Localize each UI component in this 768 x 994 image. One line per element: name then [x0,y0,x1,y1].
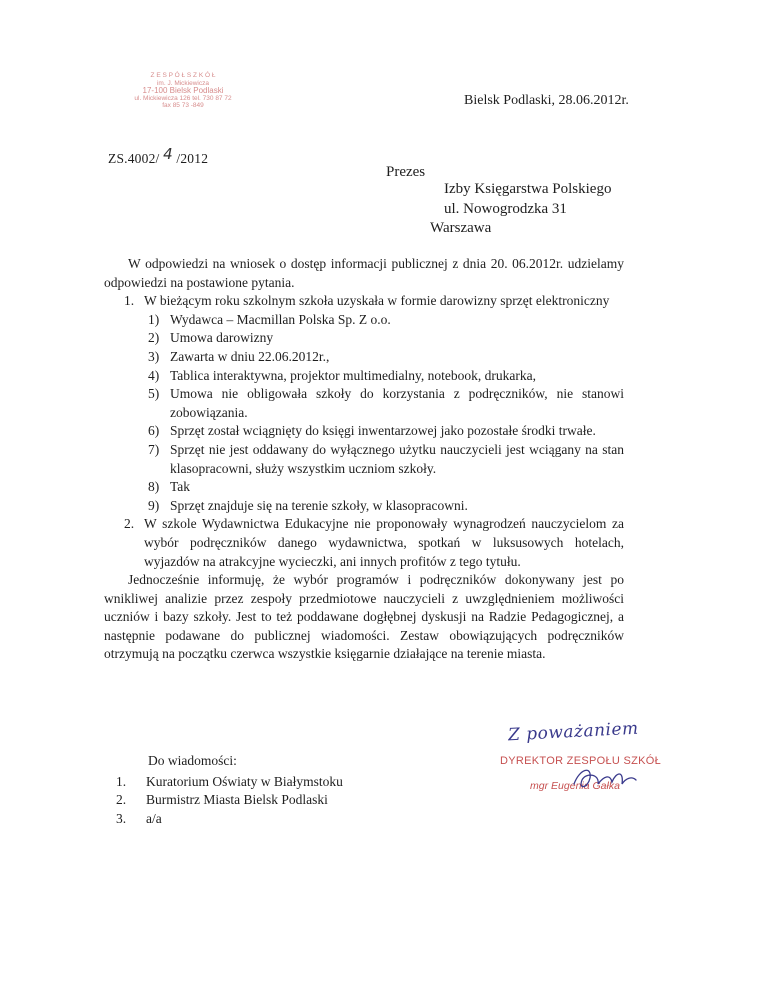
sub-number: 1) [148,311,160,327]
place-date: Bielsk Podlaski, 28.06.2012r. [464,93,629,108]
stamp-line: fax 85 73 -849 [162,102,204,110]
signature-scrawl [570,762,640,798]
sub-number: 7) [148,441,160,457]
answer-point [104,292,624,515]
sub-item [144,478,624,497]
point-number: 2. [124,516,135,532]
sub-item [144,441,624,478]
sub-text: Tablica interaktywna, projektor multimedialny, notebook, drukarka, [170,367,536,383]
reference-number [108,145,209,167]
sub-number: 4) [148,367,160,383]
ref-suffix: /2012 [176,151,209,166]
copies-item [108,791,343,810]
copies-text: Kuratorium Oświaty w Białymstoku [146,773,343,789]
letter-body [104,255,624,664]
school-stamp [108,72,258,110]
sub-item [144,311,624,330]
sub-item [144,422,624,441]
copies-number: 3. [116,810,127,826]
sub-item [144,329,624,348]
stamp-title: DYREKTOR ZESPOŁU SZKÓŁ [500,755,662,767]
sub-item [144,497,624,516]
sub-number: 8) [148,479,160,495]
copies-item [108,810,343,829]
addressee-line: Izby Księgarstwa Polskiego [444,181,612,197]
handwritten-closing: Z poważaniem [507,718,640,746]
sub-item [144,367,624,386]
addressee-line: ul. Nowogrodzka 31 [444,200,567,217]
point-number: 1. [124,293,135,309]
ref-prefix: ZS.4002/ [108,151,160,166]
sub-item [144,348,624,367]
stamp-line: Z E S P Ó Ł S Z K Ó Ł [150,72,216,79]
copies-to [108,752,343,828]
copies-number: 1. [116,773,127,789]
sub-text: Umowa nie obligowała szkoły do korzystania z podręczników, nie stanowi zobowiązania. [170,386,624,420]
sub-number: 5) [148,386,160,402]
point-text: W szkole Wydawnictwa Edukacyjne nie proponowały wynagrodzeń nauczycielom za wybór podręczników danego wydawnictwa, spotkań w luksusowych hotelach, wyjazdów na atrakcyjne wycieczki, ani innych profitów z tego tytułu. [144,516,624,569]
ref-handwritten-number: 4 [163,145,173,163]
sub-text: Sprzęt znajduje się na terenie szkoły, w klasopracowni. [170,497,468,513]
addressee-title: Prezes [386,164,426,180]
closing-paragraph: Jednocześnie informuję, że wybór programów i podręczników dokonywany jest po wnikliwej analizie przez zespoły przedmiotowe nauczycieli z uwzględnieniem możliwości uczniów i bazy szkoły. Jest to też poddawane dogłębnej dyskusji na Radzie Pedagogicznej, a następnie podawane do publicznej wiadomości. Zestaw obowiązujących podręczników otrzymują na początku czerwca wszystkie księgarnie działające na terenie miasta. [104,572,624,662]
point-text: W bieżącym roku szkolnym szkoła uzyskała w formie darowizny sprzęt elektroniczny [144,293,610,309]
sub-text: Wydawca – Macmillan Polska Sp. Z o.o. [170,311,391,327]
sub-text: Tak [170,479,191,495]
copies-item [108,773,343,792]
stamp-line: ul. Mickiewicza 126 tel. 730 87 72 [134,94,232,102]
copies-text: Burmistrz Miasta Bielsk Podlaski [146,792,328,808]
copies-text: a/a [146,810,162,826]
sub-text: Zawarta w dniu 22.06.2012r., [170,348,330,364]
sub-item [144,385,624,422]
sub-number: 2) [148,330,160,346]
sub-list [144,311,624,516]
sub-number: 9) [148,497,160,513]
sub-number: 3) [148,348,160,364]
stamp-line: im. J. Mickiewicza [156,79,209,87]
copies-heading: Do wiadomości: [148,753,237,768]
answer-point [104,515,624,571]
sub-text: Sprzęt został wciągnięty do księgi inwentarzowej jako pozostałe środki trwałe. [170,423,596,439]
intro-paragraph: W odpowiedzi na wniosek o dostęp informacji publicznej z dnia 20. 06.2012r. udzielamy odpowiedzi na postawione pytania. [104,256,624,290]
sub-number: 6) [148,423,160,439]
sub-text: Sprzęt nie jest oddawany do wyłącznego użytku nauczycieli jest wciągany na stan klasopracowni, służy wszystkim uczniom szkoły. [170,441,624,476]
answer-list [104,292,624,571]
stamp-line: 17-100 Bielsk Podlaski [142,86,224,96]
addressee-line: Warszawa [430,220,492,236]
sub-text: Umowa darowizny [170,330,274,346]
stamp-name: mgr Eugenia Gałka [530,780,620,792]
copies-number: 2. [116,792,127,808]
addressee-block [430,180,612,239]
